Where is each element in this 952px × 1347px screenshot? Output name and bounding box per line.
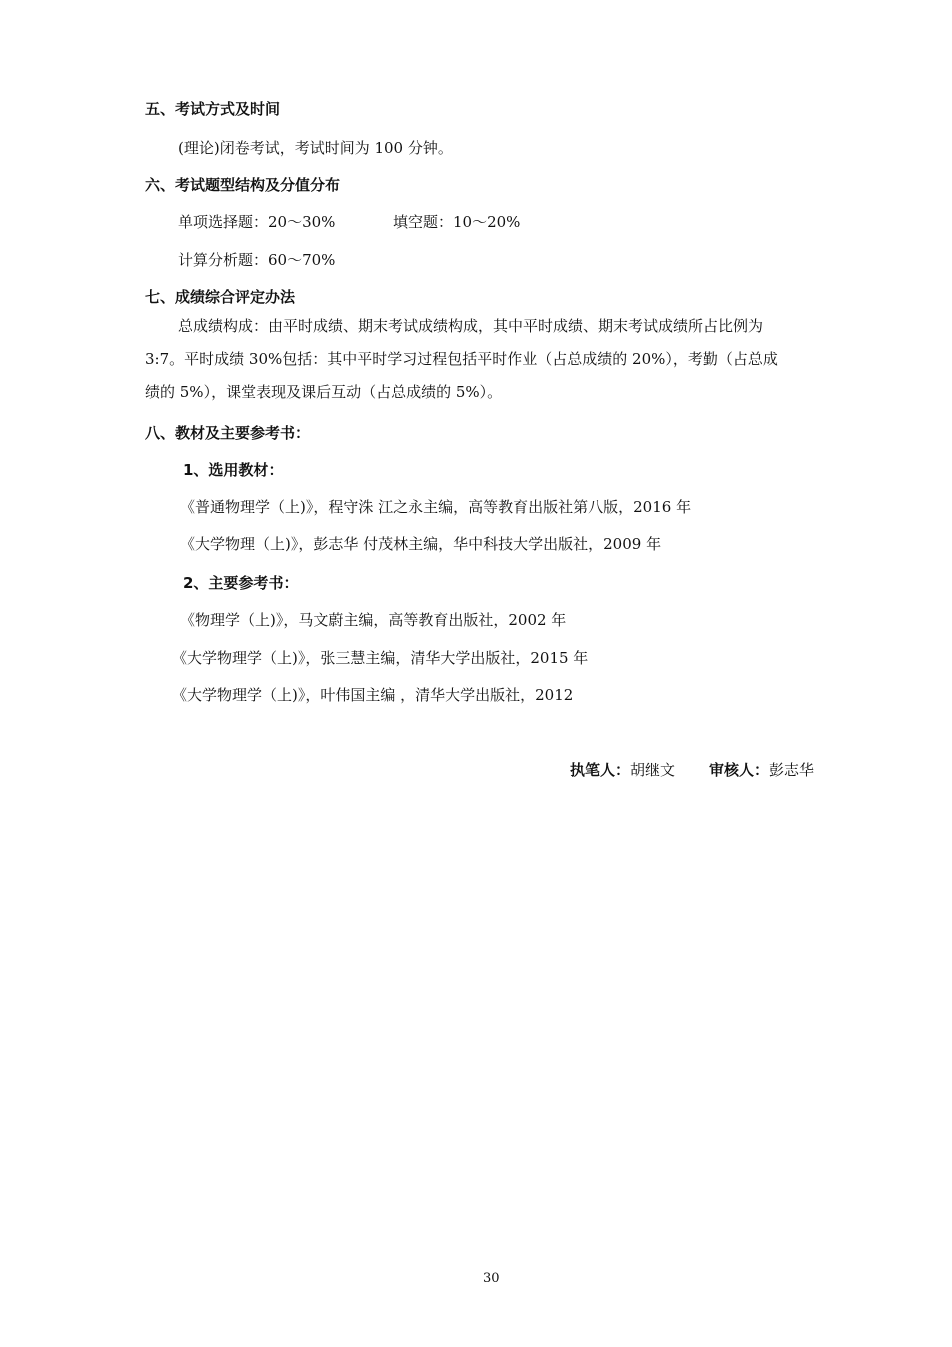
section-8-heading: 八、教材及主要参考书： (145, 424, 311, 442)
signature-line (570, 760, 814, 780)
page-number: 30 (483, 1271, 500, 1286)
textbook-item: 《普通物理学（上)》，程守洙 江之永主编，高等教育出版社第八版，2016 年 (180, 498, 692, 516)
section-6-line1b: 填空题：10～20% (393, 213, 521, 231)
section-5-heading: 五、考试方式及时间 (145, 100, 281, 118)
reference-item: 《物理学（上)》，马文蔚主编，高等教育出版社，2002 年 (180, 611, 567, 629)
reference-item: 《大学物理学（上)》，张三慧主编，清华大学出版社，2015 年 (172, 649, 589, 667)
section-7-heading: 七、成绩综合评定办法 (145, 288, 296, 306)
textbooks-heading: 1、选用教材： (183, 461, 284, 479)
textbook-item: 《大学物理（上)》，彭志华 付茂林主编，华中科技大学出版社，2009 年 (180, 535, 662, 553)
section-6-line2: 计算分析题：60～70% (178, 251, 336, 269)
author-label: 执笔人： (570, 761, 631, 779)
reviewer-name: 彭志华 (769, 761, 815, 779)
section-6-line1a: 单项选择题：20～30% (178, 213, 336, 231)
section-6-heading: 六、考试题型结构及分值分布 (145, 176, 341, 194)
author-name: 胡继文 (630, 761, 676, 779)
section-7-line3: 绩的 5%），课堂表现及课后互动（占总成绩的 5%）。 (145, 383, 503, 401)
section-7-line1: 总成绩构成：由平时成绩、期末考试成绩构成，其中平时成绩、期末考试成绩所占比例为 (178, 317, 764, 335)
reviewer-label: 审核人： (709, 761, 770, 779)
refs-heading: 2、主要参考书： (183, 574, 299, 592)
section-5-text: (理论)闭卷考试，考试时间为 100 分钟。 (178, 139, 453, 157)
reference-item: 《大学物理学（上)》，叶伟国主编 ，清华大学出版社，2012 (172, 686, 574, 704)
section-7-line2: 3:7。平时成绩 30%包括：其中平时学习过程包括平时作业（占总成绩的 20%），考勤（占总成 (145, 350, 778, 368)
